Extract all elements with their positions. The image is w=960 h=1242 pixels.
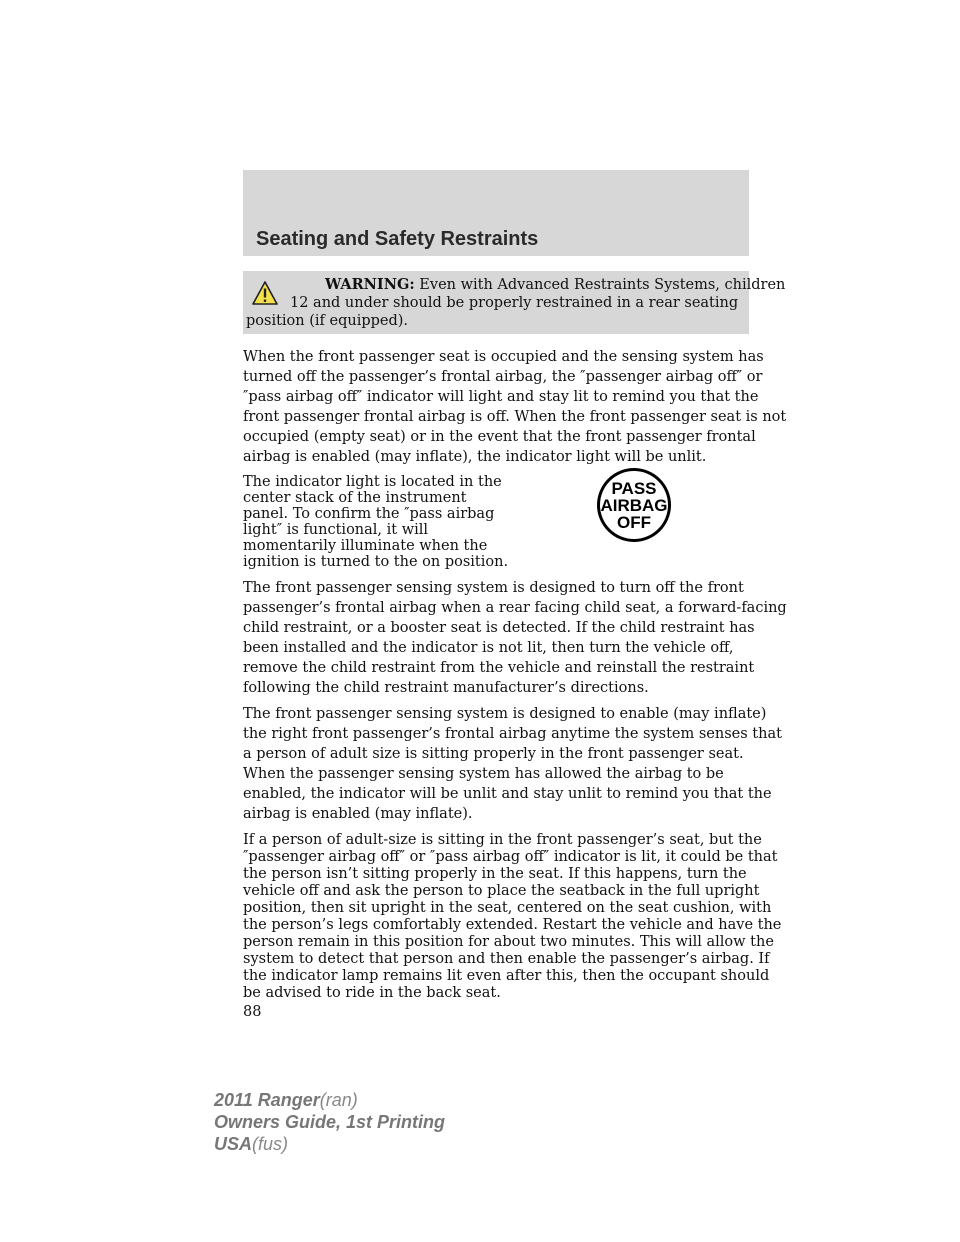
paragraph-3-line: remove the child restraint from the vehicle and reinstall the restraint (243, 660, 755, 676)
indicator-text-off: OFF (617, 512, 651, 532)
paragraph-4-line: When the passenger sensing system has allowed the airbag to be (243, 766, 724, 782)
paragraph-2-line: center stack of the instrument (243, 490, 467, 506)
paragraph-5-line: system to detect that person and then enable the passenger’s airbag. If (243, 951, 770, 967)
paragraph-5-line: If a person of adult-size is sitting in the front passenger’s seat, but the (243, 832, 762, 848)
footer-line-2 (214, 1112, 445, 1133)
paragraph-4-line: The front passenger sensing system is designed to enable (may inflate) (243, 706, 767, 722)
paragraph-3-line: passenger’s frontal airbag when a rear facing child seat, a forward-facing (243, 600, 787, 616)
paragraph-2-line: light″ is functional, it will (243, 522, 429, 538)
paragraph-3-line: The front passenger sensing system is designed to turn off the front (243, 580, 744, 596)
indicator-text-airbag: AIRBAG (600, 495, 668, 515)
paragraph-5-line: vehicle off and ask the person to place the seatback in the full upright (243, 883, 760, 899)
paragraph-1-line: When the front passenger seat is occupied and the sensing system has (243, 349, 764, 365)
warning-triangle-icon (252, 281, 278, 305)
paragraph-2-line: momentarily illuminate when the (243, 538, 488, 554)
footer-guide: Owners Guide, 1st Printing (214, 1112, 446, 1132)
paragraph-2-line: panel. To confirm the ″pass airbag (243, 506, 495, 522)
paragraph-5-line: the indicator lamp remains lit even after this, then the occupant should (243, 968, 770, 984)
warning-line-2: 12 and under should be properly restrained in a rear seating (290, 295, 739, 311)
page-number: 88 (243, 1004, 262, 1020)
paragraph-4-line: the right front passenger’s frontal airbag anytime the system senses that (243, 726, 782, 742)
footer-market: USA (214, 1134, 253, 1154)
footer-model: 2011 Ranger (214, 1090, 320, 1110)
footer-market-code: (fus) (252, 1134, 289, 1154)
paragraph-4-line: enabled, the indicator will be unlit and stay unlit to remind you that the (243, 786, 772, 802)
paragraph-3-line: been installed and the indicator is not lit, then turn the vehicle off, (243, 640, 734, 656)
paragraph-4-line: a person of adult size is sitting properly in the front passenger seat. (243, 746, 744, 762)
paragraph-1-line: ″pass airbag off″ indicator will light and stay lit to remind you that the (243, 389, 759, 405)
paragraph-5-line: the person’s legs comfortably extended. Restart the vehicle and have the (243, 917, 782, 933)
warning-text-1: Even with Advanced Restraints Systems, children (419, 277, 786, 293)
paragraph-2-line: ignition is turned to the on position. (243, 554, 509, 570)
paragraph-2-line: The indicator light is located in the (243, 474, 502, 490)
footer-line-1 (214, 1090, 358, 1111)
paragraph-5-line: ″passenger airbag off″ or ″pass airbag off″ indicator is lit, it could be that (243, 849, 778, 865)
paragraph-1-line: airbag is enabled (may inflate), the indicator light will be unlit. (243, 449, 707, 465)
paragraph-5-line: be advised to ride in the back seat. (243, 985, 501, 1001)
paragraph-5-line: person remain in this position for about two minutes. This will allow the (243, 934, 774, 950)
warning-label: WARNING: (325, 276, 415, 293)
footer-line-3 (214, 1134, 288, 1155)
paragraph-4-line: airbag is enabled (may inflate). (243, 806, 473, 822)
warning-line-3: position (if equipped). (246, 313, 409, 329)
paragraph-1-line: turned off the passenger’s frontal airbag, the ″passenger airbag off″ or (243, 369, 763, 385)
paragraph-1-line: front passenger frontal airbag is off. When the front passenger seat is not (243, 409, 787, 425)
pass-airbag-off-indicator-icon (597, 468, 671, 542)
footer-model-code: (ran) (319, 1090, 358, 1110)
indicator-text-pass: PASS (611, 478, 657, 498)
warning-line-1 (325, 277, 785, 293)
paragraph-1-line: occupied (empty seat) or in the event that the front passenger frontal (243, 429, 756, 445)
section-title: Seating and Safety Restraints (256, 228, 539, 250)
paragraph-5-line: the person isn’t sitting properly in the seat. If this happens, turn the (243, 866, 747, 882)
paragraph-3-line: child restraint, or a booster seat is detected. If the child restraint has (243, 620, 755, 636)
paragraph-3-line: following the child restraint manufacturer’s directions. (243, 680, 649, 696)
paragraph-5-line: position, then sit upright in the seat, centered on the seat cushion, with (243, 900, 772, 916)
